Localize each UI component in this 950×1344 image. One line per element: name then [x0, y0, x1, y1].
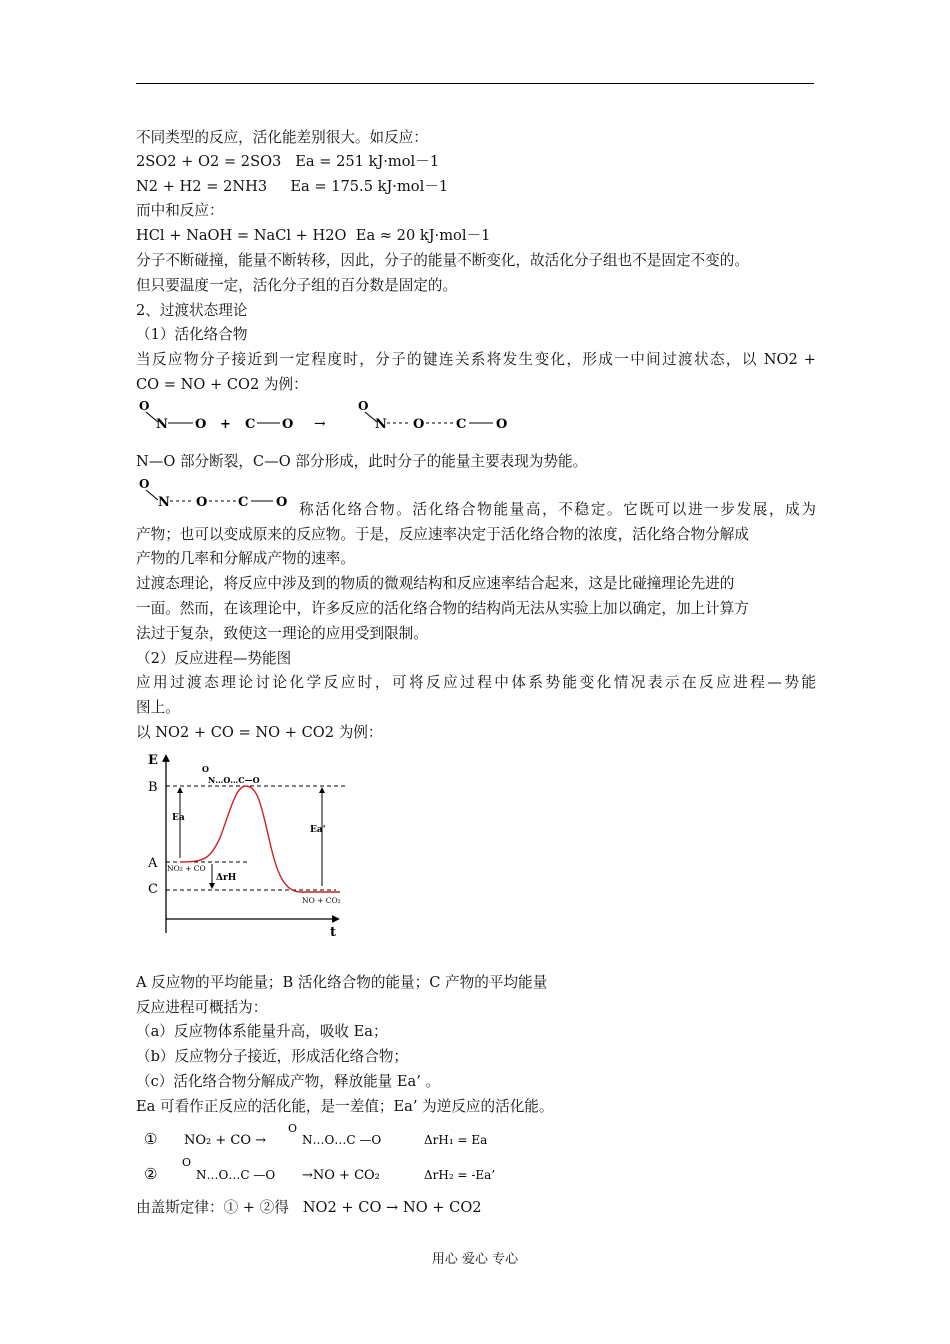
eq1-o: O [288, 1122, 298, 1135]
complex-label: O [202, 764, 209, 774]
products-label: NO + CO₂ [302, 896, 341, 905]
eq1-left: NO₂ + CO → [184, 1133, 267, 1148]
subsection-heading: （2）反应进程—势能图 [136, 650, 292, 667]
list-item: （c）活化络合物分解成产物，释放能量 Ea’ 。 [136, 1073, 441, 1090]
eq2-o: O [182, 1156, 192, 1169]
eq1-number: ① [144, 1130, 158, 1148]
atom-o: O [413, 417, 425, 432]
atom-n: N [156, 417, 168, 432]
text-line: N—O 部分断裂，C—O 部分形成，此时分子的能量主要表现为势能。 [136, 453, 588, 470]
reaction-curve [180, 786, 340, 892]
text-line: 不同类型的反应，活化能差别很大。如反应： [136, 129, 428, 146]
page-footer: 用心 爱心 专心 [431, 1252, 519, 1267]
text-line: 以 NO2 + CO = NO + CO2 为例： [136, 724, 383, 741]
atom-o: O [358, 399, 369, 413]
atom-n: N [375, 417, 387, 432]
text-line: 由盖斯定律：① + ②得 NO2 + CO → NO + CO2 [136, 1199, 482, 1216]
atom-o: O [276, 495, 288, 510]
y-axis-label: E [148, 753, 158, 768]
activated-complex-diagram [136, 474, 296, 514]
atom-o: O [195, 417, 207, 432]
level-a-label: A [148, 856, 158, 871]
eq2-number: ② [144, 1165, 158, 1183]
eq1-delta-h: ΔrH₁ = Ea [424, 1133, 488, 1147]
eq2-delta-h: ΔrH₂ = -Ea’ [424, 1168, 496, 1182]
equation-diagram [136, 1122, 556, 1192]
atom-o: O [496, 417, 508, 432]
eq2-chain: N…O…C —O [196, 1168, 276, 1182]
text-line: 称活化络合物。活化络合物能量高，不稳定。它既可以进一步发展，成为 [299, 501, 816, 518]
equation-neutralization: HCl + NaOH = NaCl + H2O Ea ≈ 20 kJ·mol－1 [136, 227, 491, 244]
bond-line [146, 490, 158, 500]
arrow-icon: → [314, 416, 326, 432]
text-line: 过渡态理论，将反应中涉及到的物质的微观结构和反应速率结合起来，这是比碰撞理论先进的 [136, 575, 735, 592]
header-rule [136, 83, 814, 84]
equation-so3: 2SO2 + O2 = 2SO3 Ea = 251 kJ·mol－1 [136, 153, 440, 170]
reaction-structure-diagram [136, 396, 536, 438]
text-line: 当反应物分子接近到一定程度时，分子的键连关系将发生变化，形成一中间过渡状态，以 NO2 + [136, 351, 816, 368]
text-line: 而中和反应： [136, 202, 224, 219]
atom-c: C [456, 417, 467, 432]
atom-c: C [238, 495, 249, 510]
complex-label: N…O…C—O [208, 775, 260, 785]
reactants-label: NO₂ + CO [167, 864, 206, 873]
text-line: 反应进程可概括为： [136, 999, 268, 1016]
atom-c: C [245, 417, 256, 432]
eq2-right: →NO + CO₂ [302, 1168, 380, 1183]
atom-o: O [196, 495, 208, 510]
text-line: CO = NO + CO2 为例： [136, 376, 308, 393]
eq1-chain: N…O…C —O [302, 1133, 382, 1147]
text-line: 产物；也可以变成原来的反应物。于是，反应速率决定于活化络合物的浓度，活化络合物分解成 [136, 526, 749, 543]
text-line: A 反应物的平均能量；B 活化络合物的能量；C 产物的平均能量 [136, 974, 548, 991]
text-line: 应用过渡态理论讨论化学反应时，可将反应过程中体系势能变化情况表示在反应进程—势能 [136, 674, 816, 691]
list-item: （b）反应物分子接近，形成活化络合物； [136, 1048, 409, 1065]
level-c-label: C [148, 882, 158, 897]
x-axis-label: t [330, 925, 337, 940]
list-item: （a）反应物体系能量升高，吸收 Ea； [136, 1023, 388, 1040]
text-line: 分子不断碰撞，能量不断转移，因此，分子的能量不断变化，故活化分子组也不是固定不变的。 [136, 252, 749, 269]
text-line: 但只要温度一定，活化分子组的百分数是固定的。 [136, 277, 458, 294]
plus-sign: + [220, 417, 231, 432]
atom-o: O [282, 417, 294, 432]
subsection-heading: （1）活化络合物 [136, 326, 248, 343]
atom-n: N [158, 495, 170, 510]
potential-energy-diagram [136, 748, 366, 948]
ea-reverse-label: Ea' [310, 825, 326, 835]
text-line: 图上。 [136, 699, 180, 716]
text-line: 产物的几率和分解成产物的速率。 [136, 550, 355, 567]
atom-o: O [139, 399, 150, 413]
text-line: 法过于复杂，致使这一理论的应用受到限制。 [136, 625, 428, 642]
ea-label: Ea [172, 813, 185, 823]
text-line: Ea 可看作正反应的活化能，是一差值；Ea’ 为逆反应的活化能。 [136, 1098, 554, 1115]
delta-h-label: ΔrH [216, 873, 237, 883]
equation-nh3: N2 + H2 = 2NH3 Ea = 175.5 kJ·mol－1 [136, 178, 449, 195]
atom-o: O [139, 477, 150, 491]
section-heading: 2、过渡状态理论 [136, 302, 248, 319]
text-line: 一面。然而，在该理论中，许多反应的活化络合物的结构尚无法从实验上加以确定，加上计算方 [136, 600, 749, 617]
level-b-label: B [148, 780, 158, 795]
